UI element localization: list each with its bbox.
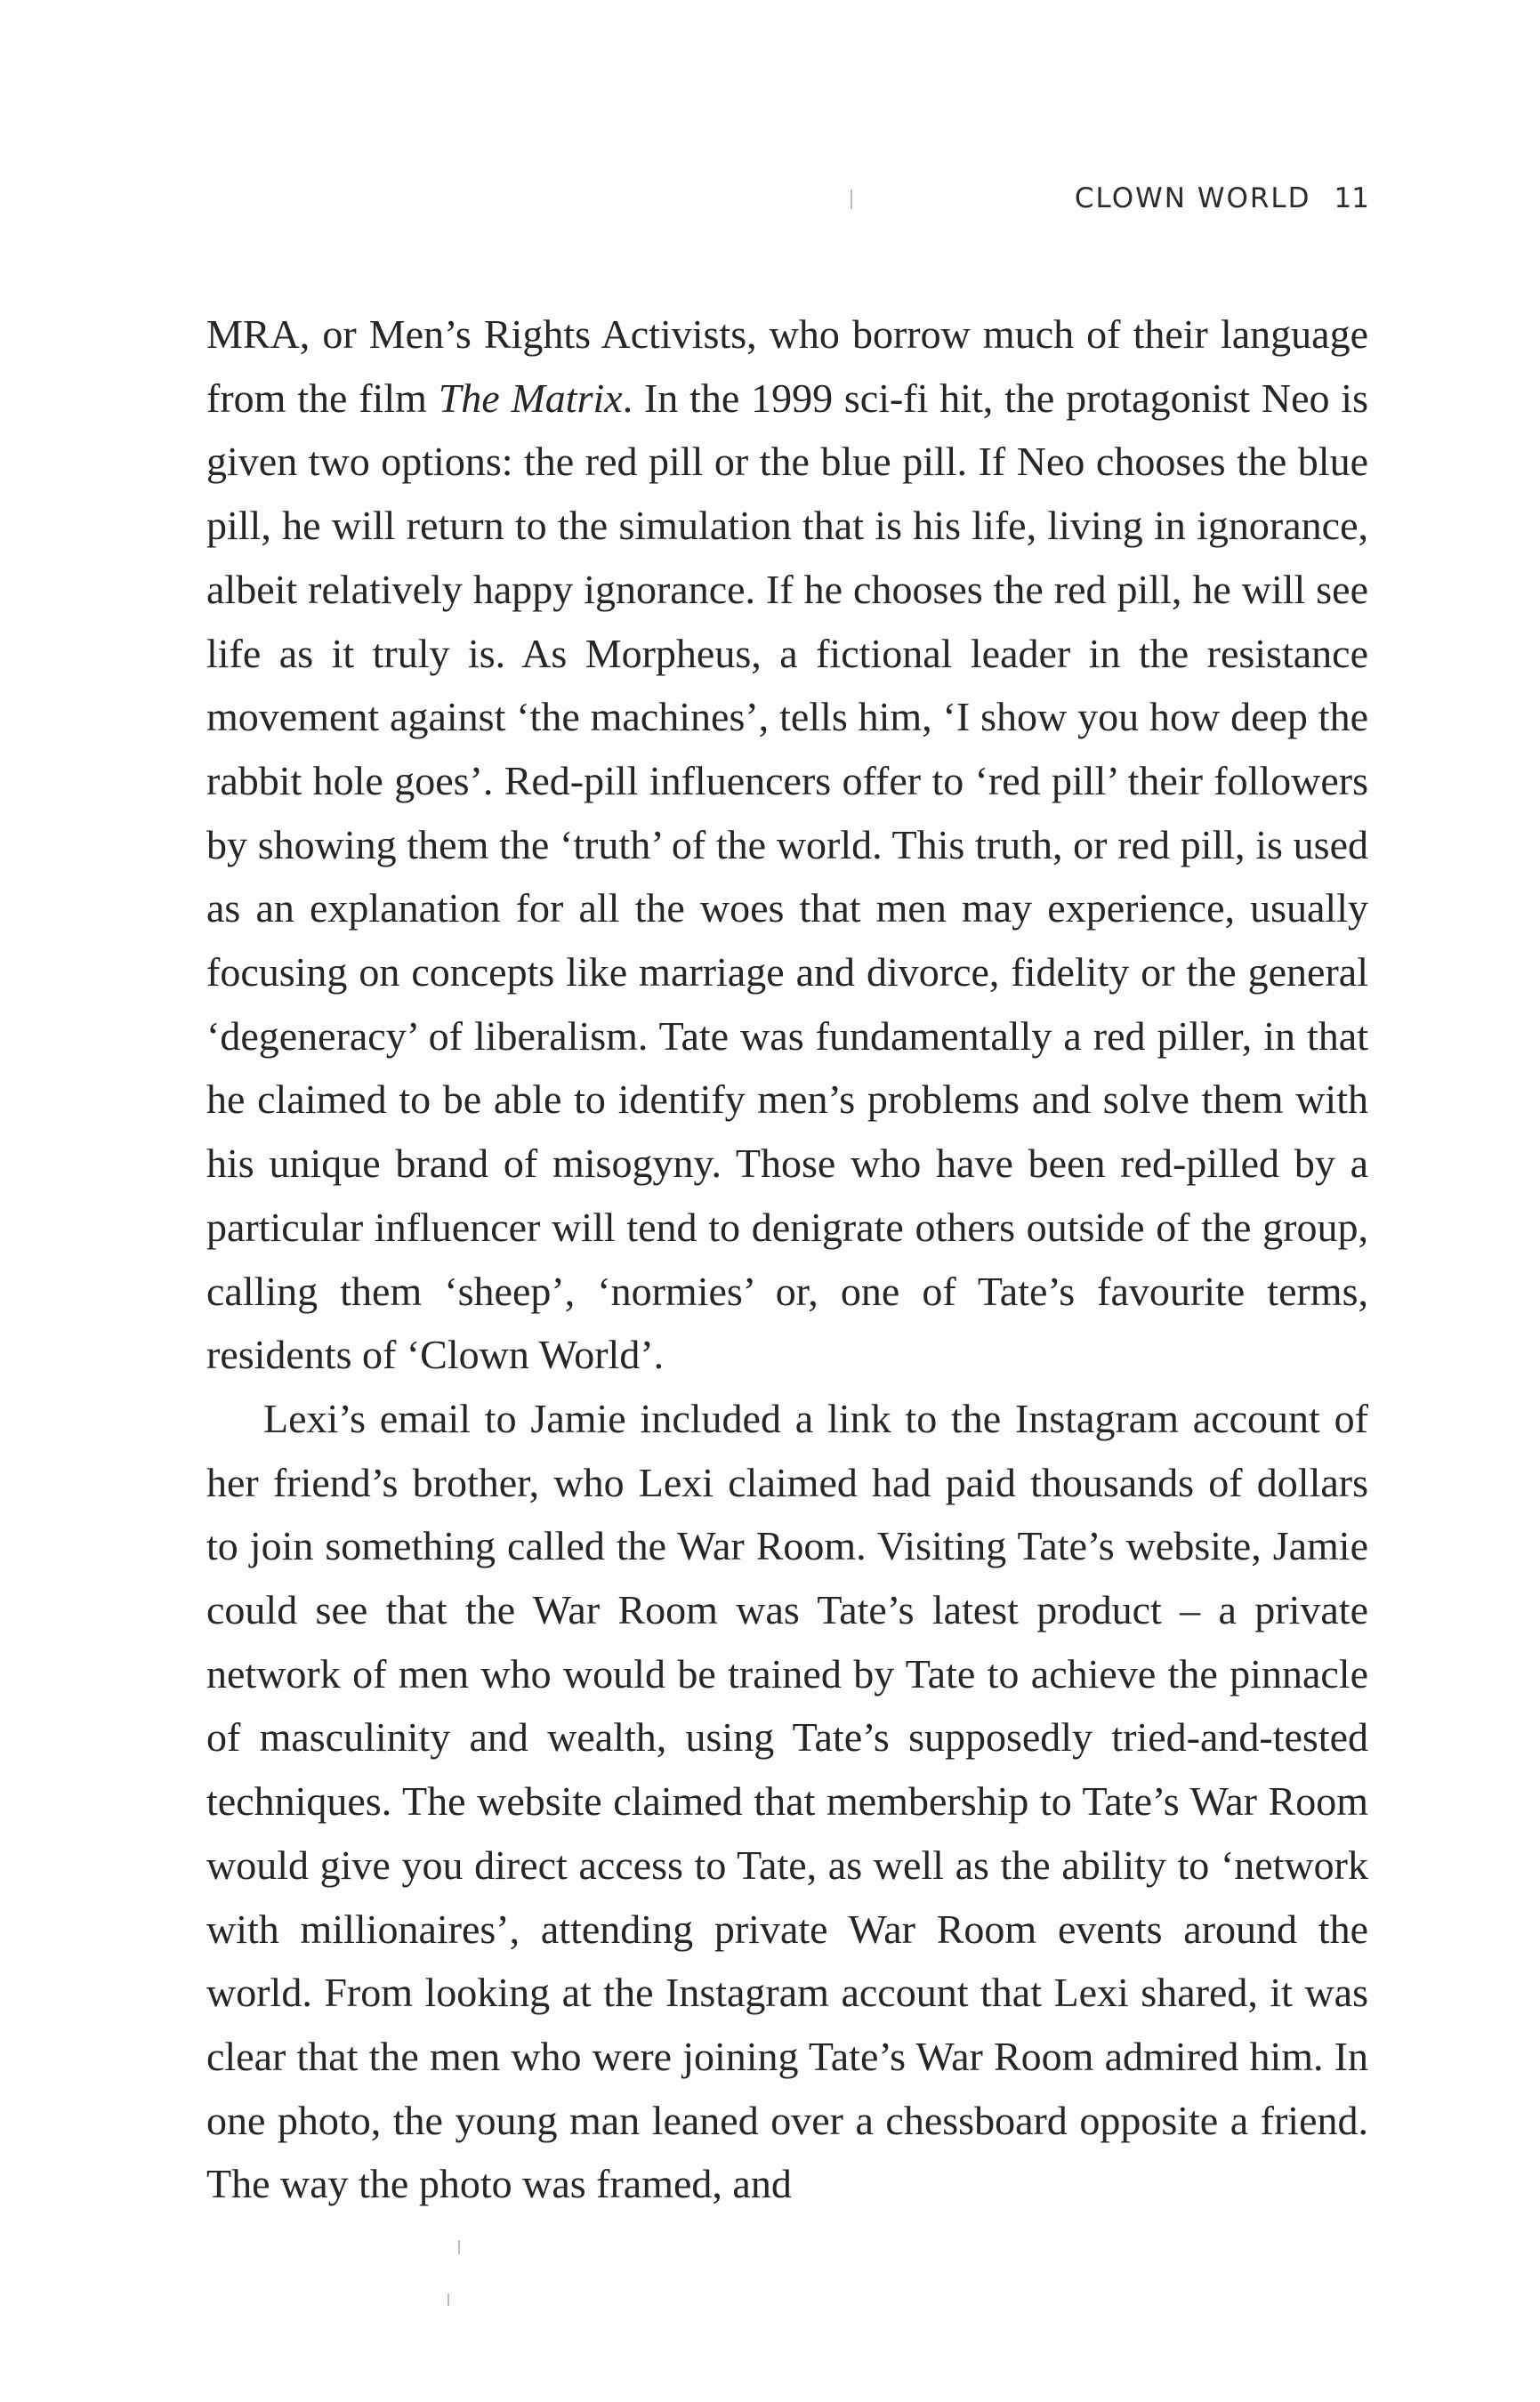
paragraph-text: MRA, or Men’s Rights Activists, who borrow much of their language from the film <box>206 311 1368 421</box>
paragraph: Lexi’s email to Jamie included a link to the Instagram account of her friend’s brother, who Lexi claimed had paid thousands of dollars to join something called the War Room. Visiting Tate’s website, Jamie could see that the War Room was Tate’s latest product – a private network of men who would be trained by Tate to achieve the pinnacle of masculinity and wealth, using Tate’s supposedly tried-and-tested techniques. The website claimed that membership to Tate’s War Room would give you direct access to Tate, as well as the ability to ‘network with millionaires’, attending private War Room events around the world. From looking at the Instagram account that Lexi shared, it was clear that the men who were joining Tate’s War Room admired him. In one photo, the young man leaned over a chessboard opposite a friend. The way the photo was framed, and <box>206 1395 1368 2207</box>
scan-speck <box>851 189 852 209</box>
film-title: The Matrix <box>438 375 623 421</box>
scan-speck <box>447 2293 449 2306</box>
page-number: 11 <box>1334 182 1369 214</box>
paragraph-text: . In the 1999 sci-fi hit, the protagonist Neo is given two options: the red pill or the blue pill. If Neo chooses the blue pill, he will return to the simulation that is his life, living in ignorance, albeit relatively happy ignorance. If he chooses the red pill, he will see life as it truly is. As Morpheus, a fictional leader in the resistance movement against ‘the machines’, tells him, ‘I show you how deep the rabbit hole goes’. Red-pill influencers offer to ‘red pill’ their followers by showing them the ‘truth’ of the world. This truth, or red pill, is used as an explanation for all the woes that men may experience, usually focusing on concepts like marriage and divorce, fidelity or the general ‘degeneracy’ of liberalism. Tate was fundamentally a red piller, in that he claimed to be able to identify men’s problems and solve them with his unique brand of misogyny. Those who have been red-pilled by a particular influencer will tend to denigrate others outside of the group, calling them ‘sheep’, ‘normies’ or, one of Tate’s favourite terms, residents of ‘Clown World’. <box>206 375 1368 1378</box>
running-head-title: CLOWN WORLD <box>1074 182 1311 214</box>
scan-speck <box>458 2240 460 2254</box>
paragraph <box>206 302 1368 1387</box>
body-text <box>206 302 1368 2216</box>
running-head <box>1075 182 1369 214</box>
